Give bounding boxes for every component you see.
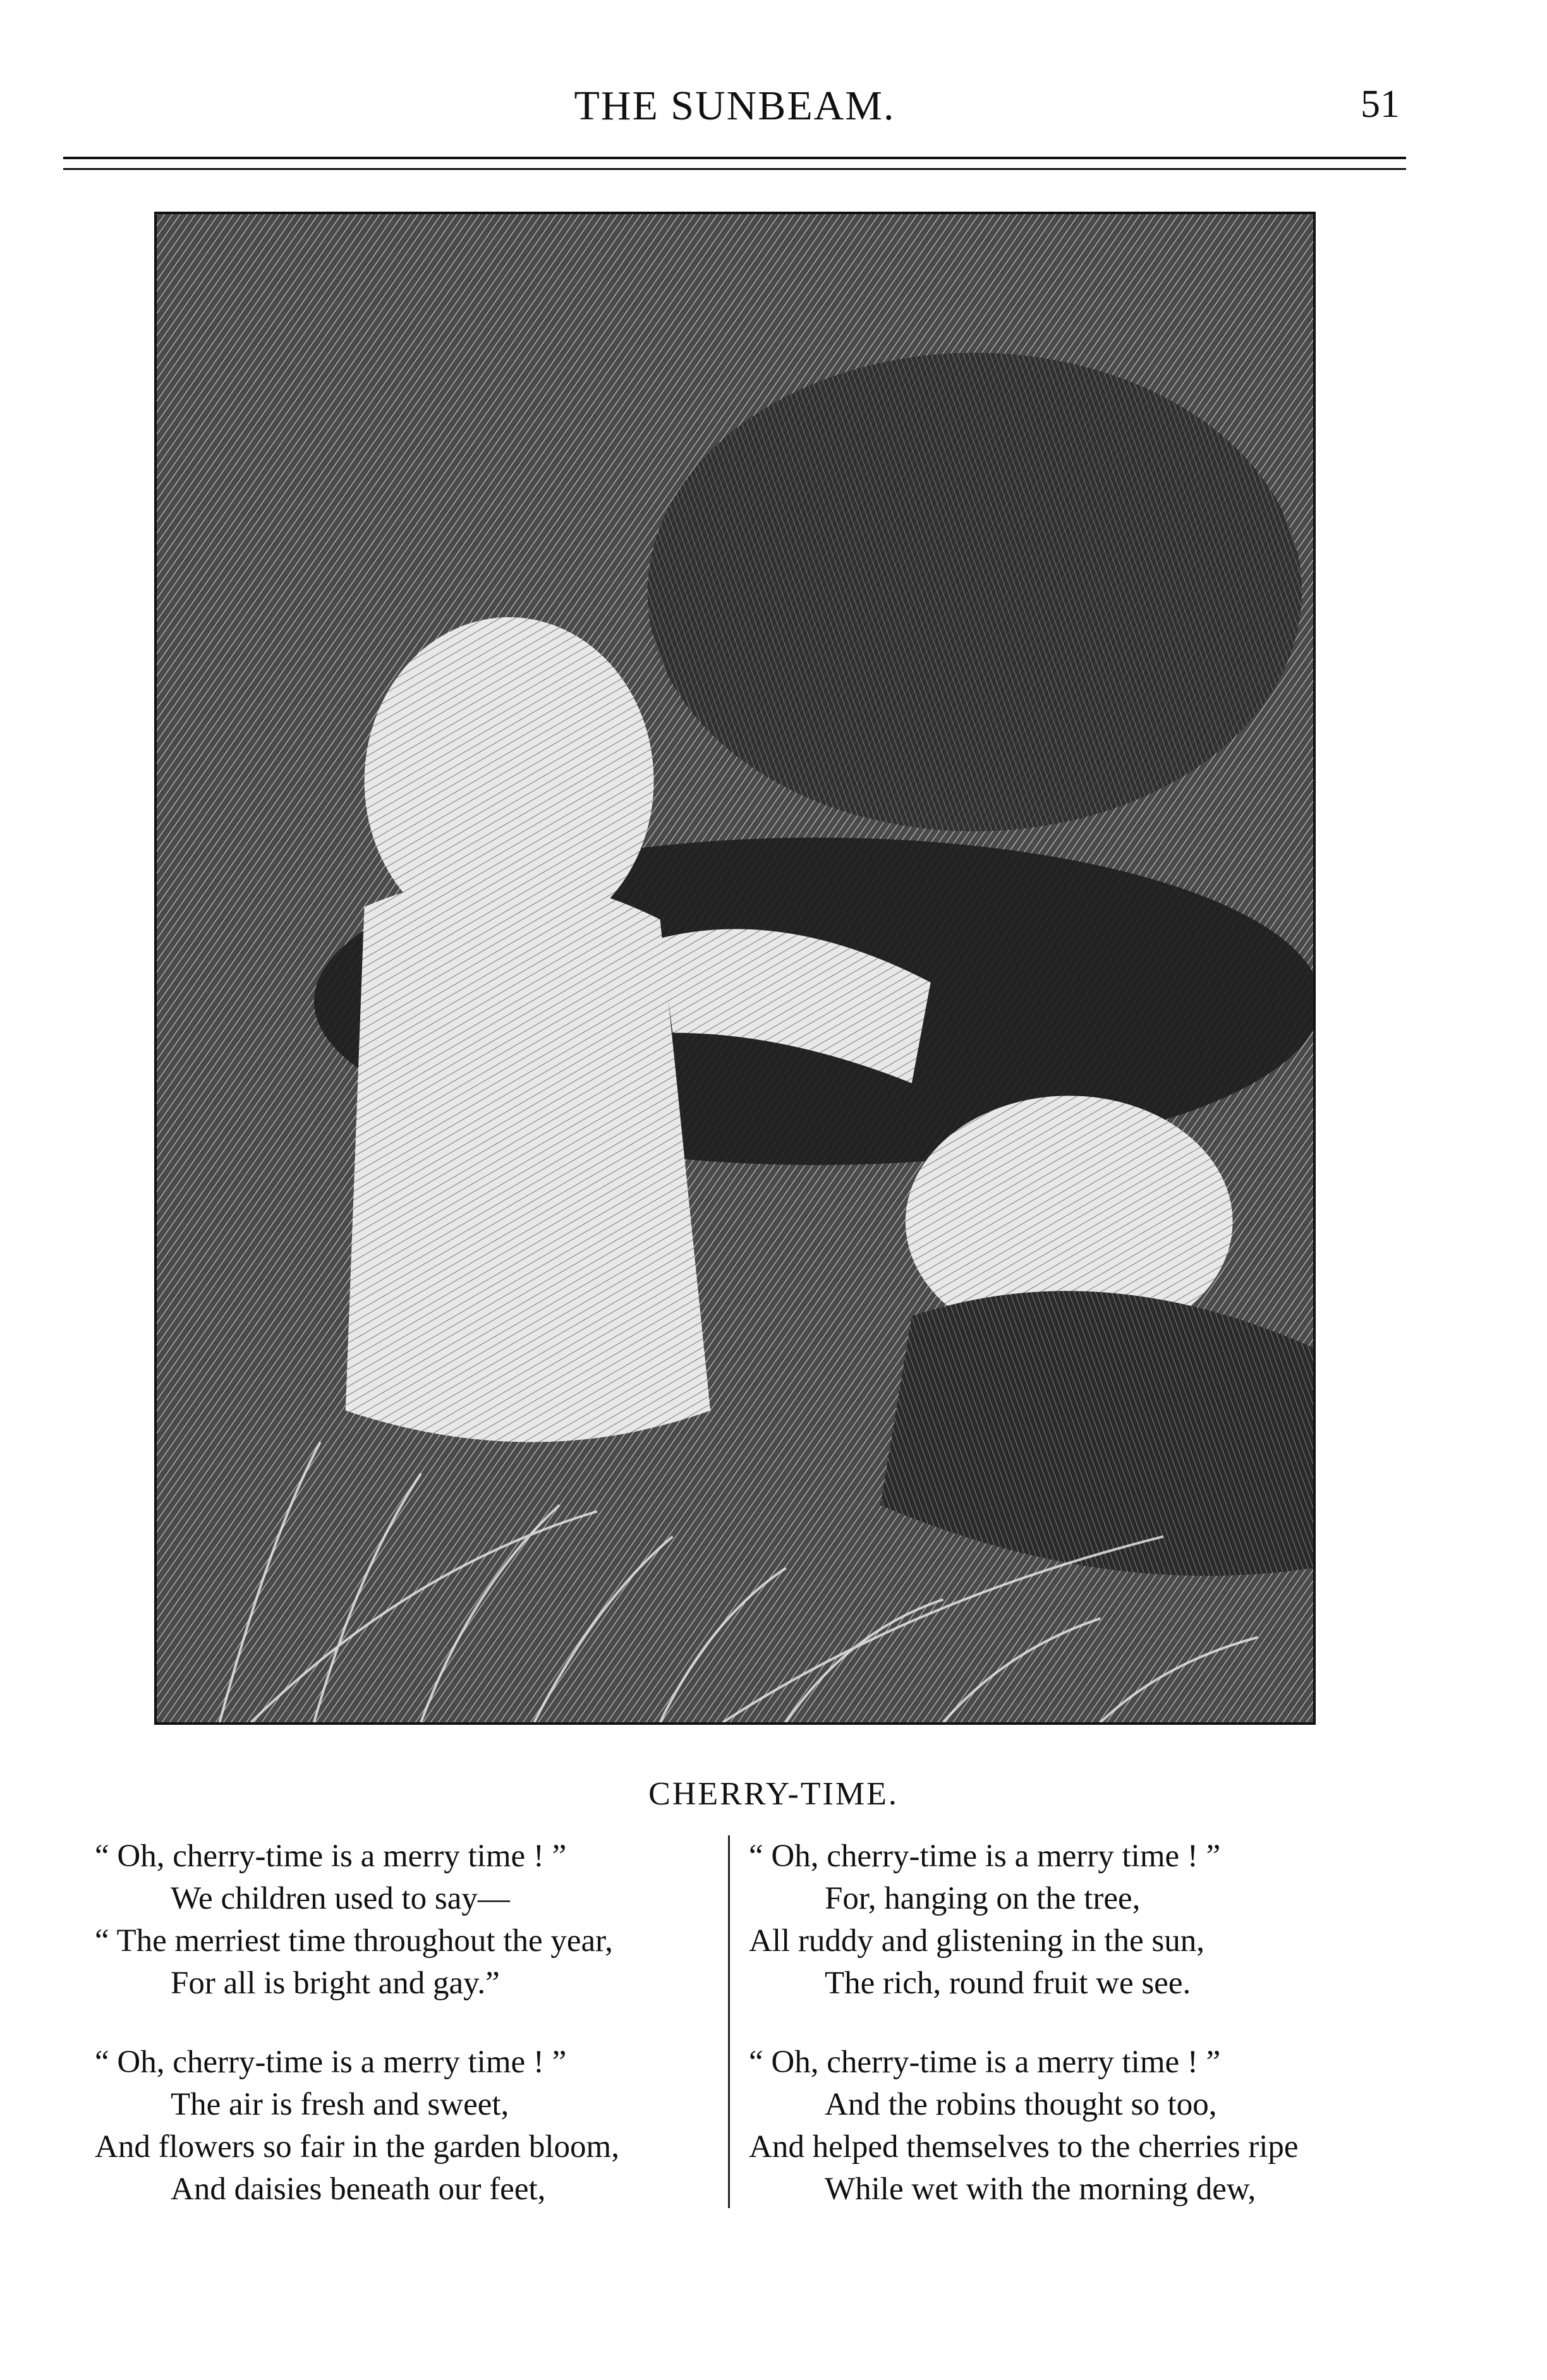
- stanza: [95, 1835, 727, 2005]
- header-rule-top: [63, 157, 1406, 159]
- page-number: 51: [1361, 83, 1400, 126]
- engraving-illustration: [154, 212, 1316, 1725]
- poem-line: And daisies beneath our feet,: [171, 2172, 546, 2207]
- poem-line: For all is bright and gay.”: [171, 1966, 500, 2001]
- poem-line: “ Oh, cherry-time is a merry time ! ”: [749, 2045, 1221, 2080]
- column-divider: [728, 1835, 730, 2208]
- poem-left-column: [95, 1835, 727, 2247]
- poem-line: And flowers so fair in the garden bloom,: [95, 2129, 619, 2165]
- children-picking-cherries-icon: [157, 214, 1313, 1722]
- header-rule-bottom: [63, 168, 1406, 170]
- poem-line: For, hanging on the tree,: [825, 1881, 1141, 1916]
- stanza: [749, 1835, 1381, 2005]
- poem-line: All ruddy and glistening in the sun,: [749, 1923, 1205, 1959]
- poem-line: “ The merriest time throughout the year,: [95, 1923, 613, 1959]
- poem-line: “ Oh, cherry-time is a merry time ! ”: [749, 1839, 1221, 1874]
- poem-right-column: [749, 1835, 1381, 2247]
- poem-line: “ Oh, cherry-time is a merry time ! ”: [95, 1839, 567, 1874]
- poem-line: The rich, round fruit we see.: [825, 1966, 1191, 2001]
- stanza: [95, 2041, 727, 2211]
- stanza: [749, 2041, 1381, 2211]
- poem-line: “ Oh, cherry-time is a merry time ! ”: [95, 2045, 567, 2080]
- running-header: [63, 82, 1406, 158]
- poem-title: CHERRY-TIME.: [648, 1776, 899, 1812]
- poem-line: And the robins thought so too,: [825, 2087, 1217, 2122]
- poem-line: And helped themselves to the cherries ripe: [749, 2129, 1299, 2165]
- poem-line: We children used to say—: [171, 1881, 510, 1916]
- publication-title: THE SUNBEAM.: [574, 83, 895, 129]
- poem-line: While wet with the morning dew,: [825, 2172, 1256, 2207]
- poem-line: The air is fresh and sweet,: [171, 2087, 509, 2122]
